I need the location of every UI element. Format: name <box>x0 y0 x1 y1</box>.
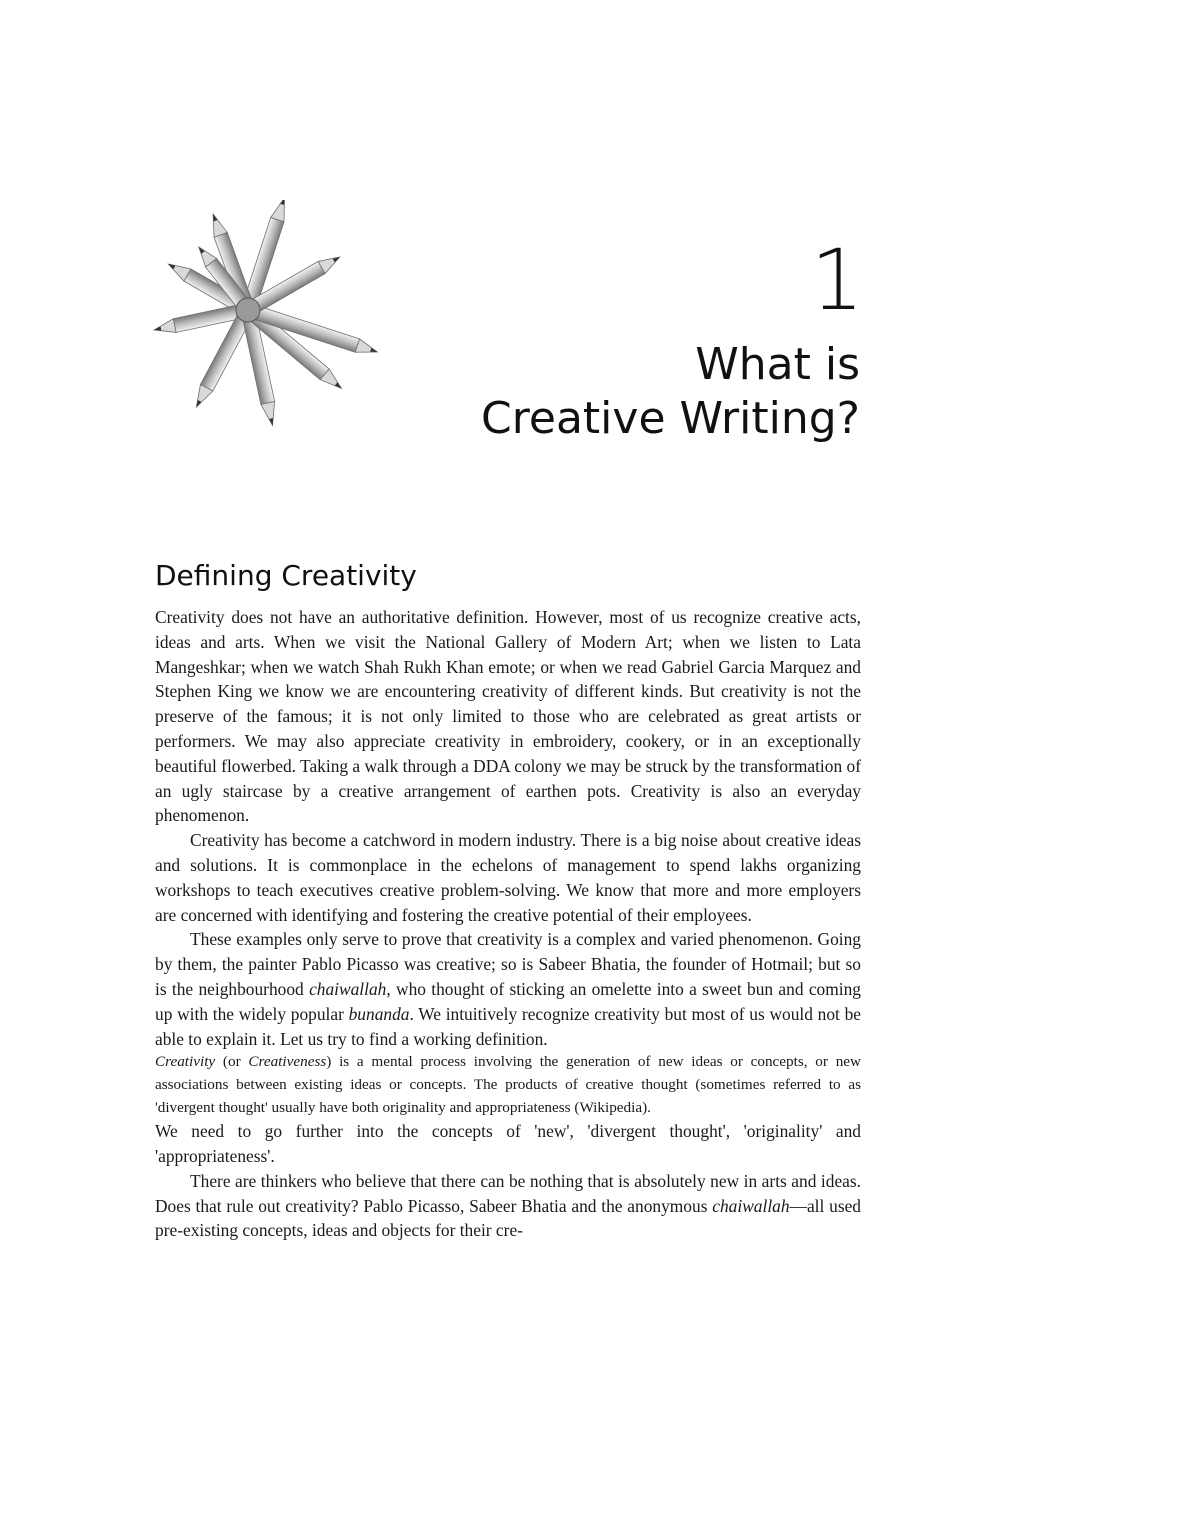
quote-emphasis-creativeness: Creativeness <box>248 1053 327 1071</box>
paragraph-5-text-a: There are thinkers who believe that there can be nothing that is absolutely new in arts and ideas. Does that rule out creativity? Pablo Picasso, Sabeer Bhatia and the anonymous <box>155 1170 861 1216</box>
chapter-title-line-2: Creative Writing? <box>481 393 860 444</box>
paragraph-3-text-a: These examples only serve to prove that creativity is a complex and varied phenomenon. Going by them, the painter Pablo Picasso was creative; so is Sabeer Bhatia, the founder of Hotmail; but so is the neighbourhood <box>155 929 861 999</box>
chapter-title-line-1: What is <box>695 339 860 390</box>
body-text <box>155 605 861 1243</box>
paragraph-3-emphasis-bunanda: bunanda <box>348 1003 410 1024</box>
paragraph-2: Creativity has become a catchword in modern industry. There is a big noise about creative ideas and solutions. It is commonplace in the echelons of management to spend lakhs organizing workshops to teach executives creative problem-solving. We know that more and more employers are concerned with identifying and fostering the creative potential of their employees. <box>155 830 861 925</box>
paragraph-3 <box>155 927 861 1051</box>
quote-text-b: ) is a mental process involving the generation of new ideas or concepts, or new associations between existing ideas or concepts. The products of creative thought (sometimes referred to as 'divergent thought' usually have both originality and appropriateness (Wikipedia). <box>155 1053 861 1116</box>
quote-emphasis-creativity: Creativity <box>155 1053 216 1071</box>
paragraph-5-text-b: —all used pre-existing concepts, ideas and objects for their cre- <box>155 1195 861 1241</box>
paragraph-5 <box>155 1169 861 1243</box>
chapter-number: 1 <box>810 231 862 329</box>
paragraph-3-text-b: , who thought of sticking an omelette into a sweet bun and coming up with the widely popular <box>155 978 862 1024</box>
block-quote <box>155 1051 861 1119</box>
paragraph-4: We need to go further into the concepts of 'new', 'divergent thought', 'originality' and 'appropriateness'. <box>155 1121 861 1166</box>
paragraph-3-text-c: . We intuitively recognize creativity but most of us would not be able to explain it. Let us try to find a working definition. <box>155 1003 861 1049</box>
paragraph-3-emphasis-chaiwallah: chaiwallah <box>309 978 387 999</box>
section-heading: Defining Creativity <box>155 559 417 592</box>
paragraph-1: Creativity does not have an authoritative definition. However, most of us recognize creative acts, ideas and arts. When we visit the National Gallery of Modern Art; when we listen to Lata Mangeshkar; when we watch Shah Rukh Khan emote; or when we read Gabriel Garcia Marquez and Stephen King we know we are encountering creativity of different kinds. But creativity is not the preserve of the famous; it is not only limited to those who are celebrated as great artists or performers. We may also appreciate creativity in embroidery, cookery, or in an exceptionally beautiful flowerbed. Taking a walk through a DDA colony we may be struck by the transformation of an ugly staircase by a creative arrangement of earthen pots. Creativity is also an everyday phenomenon. <box>155 607 861 826</box>
chapter-title <box>260 338 860 446</box>
quote-text-a: (or <box>215 1053 249 1071</box>
paragraph-5-emphasis-chaiwallah: chaiwallah <box>712 1195 790 1216</box>
